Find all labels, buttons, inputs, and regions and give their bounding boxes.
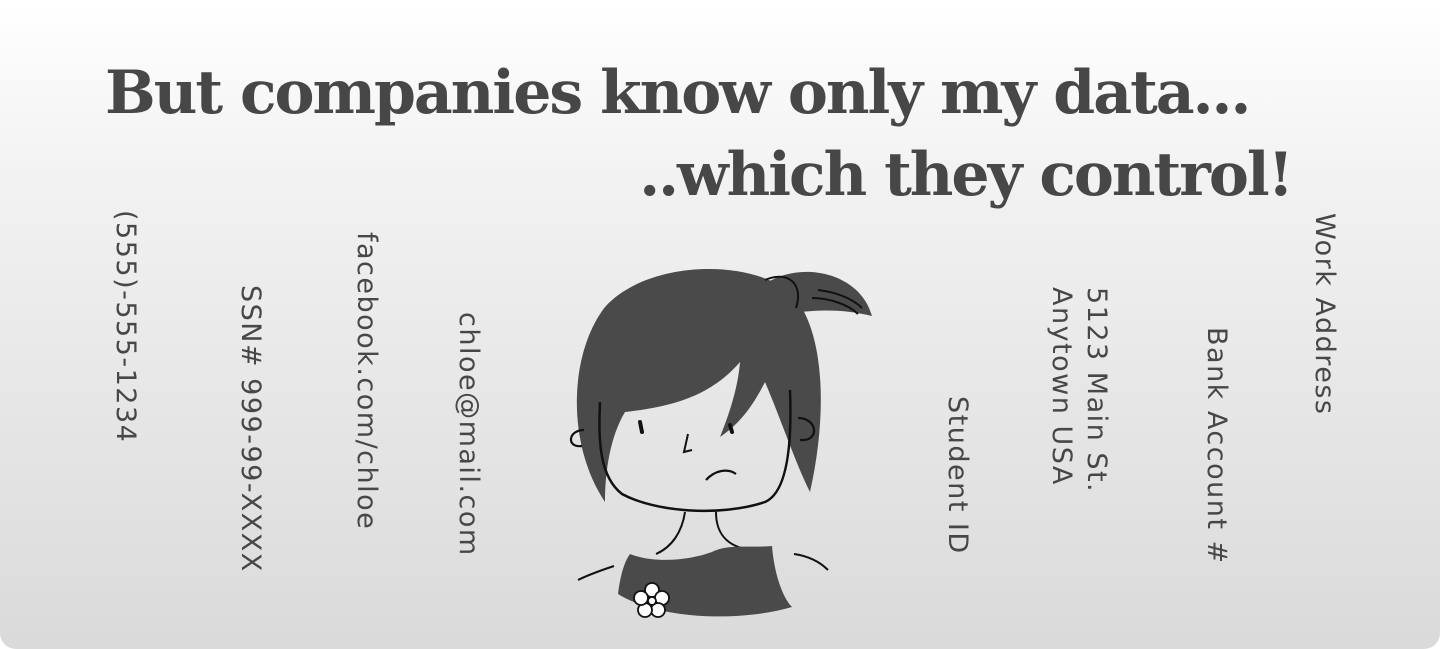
girl-face-illustration [560,262,880,622]
neck-right [716,512,750,550]
frown-mouth [706,471,736,480]
neck-left [656,512,685,554]
headline-line-2: ..which they control! [639,140,1292,210]
right-shoulder [794,554,828,570]
address-label [1044,287,1114,493]
phone-number-label: (555)-555-1234 [110,210,142,444]
work-address-label: Work Address [1309,213,1341,416]
bank-account-label: Bank Account # [1201,327,1233,565]
student-id-label: Student ID [942,396,974,555]
address-line-2: Anytown USA [1046,287,1078,486]
address-line-1: 5123 Main St. [1081,287,1113,494]
ssn-label: SSN# 999-99-XXXX [235,285,267,573]
facebook-label: facebook.com/chloe [351,232,383,531]
headline-line-1: But companies know only my data... [105,58,1250,128]
nose [684,434,692,452]
left-eye [640,422,642,432]
left-shoulder [578,566,614,580]
email-label: chloe@mail.com [453,312,485,557]
right-eye [730,425,732,432]
